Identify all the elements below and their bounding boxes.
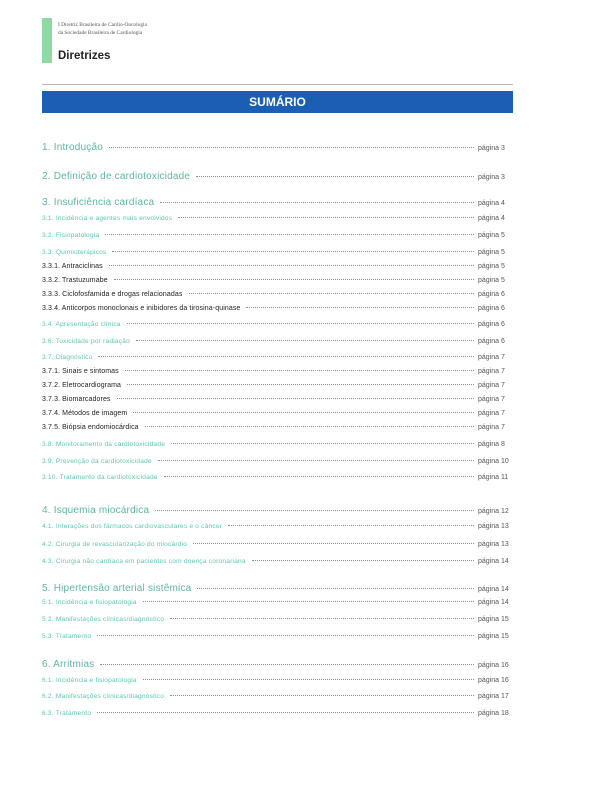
toc-entry[interactable]	[42, 382, 514, 389]
dot-leader	[145, 426, 474, 427]
toc-entry-label: 3.7.3. Biomarcadores	[42, 396, 111, 403]
toc-entry-label: 3.1. Incidência e agentes mais envolvidos	[42, 215, 173, 222]
toc-entry-label: 3.7.1. Sinais e sintomas	[42, 368, 119, 375]
toc-entry-label: 6.2. Manifestações clínicas/diagnóstico	[42, 693, 165, 700]
toc-entry[interactable]	[42, 424, 514, 431]
toc-entry-page: página 3	[478, 174, 505, 181]
dot-leader	[109, 265, 474, 266]
dot-leader	[246, 307, 474, 308]
toc-entry-page: página 13	[478, 541, 509, 548]
dot-leader	[170, 618, 474, 619]
toc-entry[interactable]	[42, 458, 514, 465]
toc-entry[interactable]	[42, 441, 514, 448]
header-divider	[42, 84, 513, 85]
toc-entry[interactable]	[42, 291, 514, 298]
toc-entry-page: página 11	[478, 474, 509, 481]
toc-entry[interactable]	[42, 410, 514, 417]
toc-entry-label: 5.1. Incidência e fisiopatologia	[42, 599, 137, 606]
toc-entry[interactable]	[42, 677, 514, 684]
dot-leader	[97, 712, 474, 713]
toc-entry[interactable]	[42, 197, 514, 208]
toc-entry-page: página 5	[478, 249, 505, 256]
toc-entry[interactable]	[42, 583, 514, 594]
toc-entry-page: página 6	[478, 321, 505, 328]
dot-leader	[189, 293, 475, 294]
toc-entry[interactable]	[42, 215, 514, 222]
toc-entry-label: 6.1. Incidência e fisiopatologia	[42, 677, 137, 684]
toc-entry[interactable]	[42, 505, 514, 516]
dot-leader	[160, 202, 474, 203]
toc-entry-label: 3.3.3. Ciclofosfamida e drogas relacionadas	[42, 291, 183, 298]
toc-entry-label: 3.3. Quimioterápicos	[42, 249, 107, 256]
toc-entry-page: página 6	[478, 305, 505, 312]
summary-banner: SUMÁRIO	[42, 91, 513, 113]
toc-entry-page: página 16	[478, 662, 509, 669]
toc-entry-page: página 7	[478, 354, 505, 361]
dot-leader	[105, 234, 474, 235]
dot-leader	[114, 279, 474, 280]
dot-leader	[164, 476, 474, 477]
toc-entry-label: 3.7.2. Eletrocardiograma	[42, 382, 122, 389]
dot-leader	[196, 176, 474, 177]
dot-leader	[127, 384, 474, 385]
toc-entry[interactable]	[42, 171, 514, 182]
toc-entry-page: página 5	[478, 232, 505, 239]
toc-entry-page: página 4	[478, 215, 505, 222]
section-title: Diretrizes	[58, 50, 111, 62]
toc-entry-label: 3.6. Toxicidade por radiação	[42, 338, 130, 345]
dot-leader	[125, 370, 474, 371]
header-society-name: da Sociedade Brasileira de Cardiologia	[58, 30, 143, 36]
toc-entry[interactable]	[42, 558, 514, 565]
toc-entry-page: página 12	[478, 508, 509, 515]
toc-entry[interactable]	[42, 633, 514, 640]
toc-entry-label: 3.3.1. Antraciclinas	[42, 263, 103, 270]
toc-entry[interactable]	[42, 541, 514, 548]
toc-entry-page: página 5	[478, 263, 505, 270]
toc-entry-label: 4.2. Cirurgia de revascularização do miocárdio	[42, 541, 188, 548]
toc-entry-label: 4.1. Interações dos fármacos cardiovasculares e o câncer	[42, 523, 223, 530]
dot-leader	[97, 635, 474, 636]
toc-entry-label: 6.3. Tratamento	[42, 710, 92, 717]
toc-entry-label: 3. Insuficiência cardíaca	[42, 197, 155, 208]
toc-entry-label: 5.2. Manifestações clínicas/diagnóstico	[42, 616, 165, 623]
toc-entry[interactable]	[42, 710, 514, 717]
dot-leader	[171, 443, 474, 444]
toc-entry-label: 1. Introdução	[42, 142, 103, 153]
toc-entry[interactable]	[42, 305, 514, 312]
toc-entry-page: página 14	[478, 599, 509, 606]
dot-leader	[228, 525, 474, 526]
dot-leader	[127, 323, 474, 324]
toc-entry[interactable]	[42, 693, 514, 700]
toc-entry-page: página 13	[478, 523, 509, 530]
toc-entry-label: 2. Definição de cardiotoxicidade	[42, 171, 191, 182]
toc-entry-page: página 7	[478, 396, 505, 403]
dot-leader	[155, 510, 474, 511]
toc-entry-page: página 17	[478, 693, 509, 700]
toc-entry-label: 3.8. Monitoramento da cardiotoxicidade	[42, 441, 166, 448]
dot-leader	[109, 147, 474, 148]
dot-leader	[170, 695, 474, 696]
toc-entry-label: 6. Arritmias	[42, 659, 95, 670]
toc-entry-page: página 7	[478, 410, 505, 417]
toc-entry-page: página 8	[478, 441, 505, 448]
toc-entry-page: página 15	[478, 633, 509, 640]
toc-entry-page: página 7	[478, 424, 505, 431]
header-guideline-title: I Diretriz Brasileira de Cardio-Oncologia	[58, 22, 147, 28]
dot-leader	[158, 460, 474, 461]
toc-entry-page: página 4	[478, 200, 505, 207]
toc-entry-label: 4.3. Cirurgia não cardíaca em pacientes com doença coronariana	[42, 558, 246, 565]
toc-entry[interactable]	[42, 142, 514, 153]
toc-entry[interactable]	[42, 659, 514, 670]
toc-entry-label: 4. Isquemia miocárdica	[42, 505, 150, 516]
toc-entry[interactable]	[42, 263, 514, 270]
dot-leader	[143, 601, 474, 602]
toc-entry[interactable]	[42, 474, 514, 481]
toc-entry-label: 3.7.5. Biópsia endomiocárdica	[42, 424, 139, 431]
toc-entry-page: página 18	[478, 710, 509, 717]
toc-entry[interactable]	[42, 249, 514, 256]
toc-entry-label: 3.7. Diagnóstico	[42, 354, 93, 361]
dot-leader	[197, 588, 474, 589]
dot-leader	[252, 560, 474, 561]
toc-entry[interactable]	[42, 321, 514, 328]
toc-entry-page: página 7	[478, 368, 505, 375]
toc-entry[interactable]	[42, 616, 514, 623]
toc-entry-label: 3.3.2. Trastuzumabe	[42, 277, 108, 284]
toc-entry-page: página 16	[478, 677, 509, 684]
toc-entry-page: página 5	[478, 277, 505, 284]
toc-entry-label: 3.9. Prevenção da cardiotoxicidade	[42, 458, 152, 465]
toc-entry-page: página 7	[478, 382, 505, 389]
toc-entry-label: 5. Hipertensão arterial sistêmica	[42, 583, 192, 594]
dot-leader	[193, 543, 474, 544]
toc-entry-page: página 10	[478, 458, 509, 465]
toc-entry[interactable]	[42, 396, 514, 403]
toc-entry-page: página 14	[478, 558, 509, 565]
toc-entry-label: 3.7.4. Métodos de imagem	[42, 410, 128, 417]
dot-leader	[178, 217, 474, 218]
dot-leader	[133, 412, 474, 413]
toc-entry[interactable]	[42, 368, 514, 375]
toc-entry-label: 3.4. Apresentação clínica	[42, 321, 121, 328]
toc-entry[interactable]	[42, 232, 514, 239]
toc-entry-page: página 14	[478, 586, 509, 593]
toc-entry-page: página 6	[478, 338, 505, 345]
toc-entry-label: 3.3.4. Anticorpos monoclonais e inibidores da tirosina-quinase	[42, 305, 241, 312]
dot-leader	[100, 664, 474, 665]
header-accent-bar	[42, 18, 52, 63]
dot-leader	[112, 251, 474, 252]
toc-entry-label: 3.10. Tratamento da cardiotoxicidade	[42, 474, 158, 481]
toc-entry-label: 5.3. Tratamento	[42, 633, 92, 640]
dot-leader	[117, 398, 474, 399]
toc-entry[interactable]	[42, 277, 514, 284]
toc-entry-label: 3.2. Fisiopatologia	[42, 232, 100, 239]
dot-leader	[136, 340, 474, 341]
toc-entry-page: página 6	[478, 291, 505, 298]
toc-entry[interactable]	[42, 338, 514, 345]
toc-entry[interactable]	[42, 523, 514, 530]
toc-entry-page: página 15	[478, 616, 509, 623]
toc-entry-page: página 3	[478, 145, 505, 152]
toc-entry[interactable]	[42, 354, 514, 361]
dot-leader	[143, 679, 474, 680]
toc-entry[interactable]	[42, 599, 514, 606]
dot-leader	[98, 356, 474, 357]
